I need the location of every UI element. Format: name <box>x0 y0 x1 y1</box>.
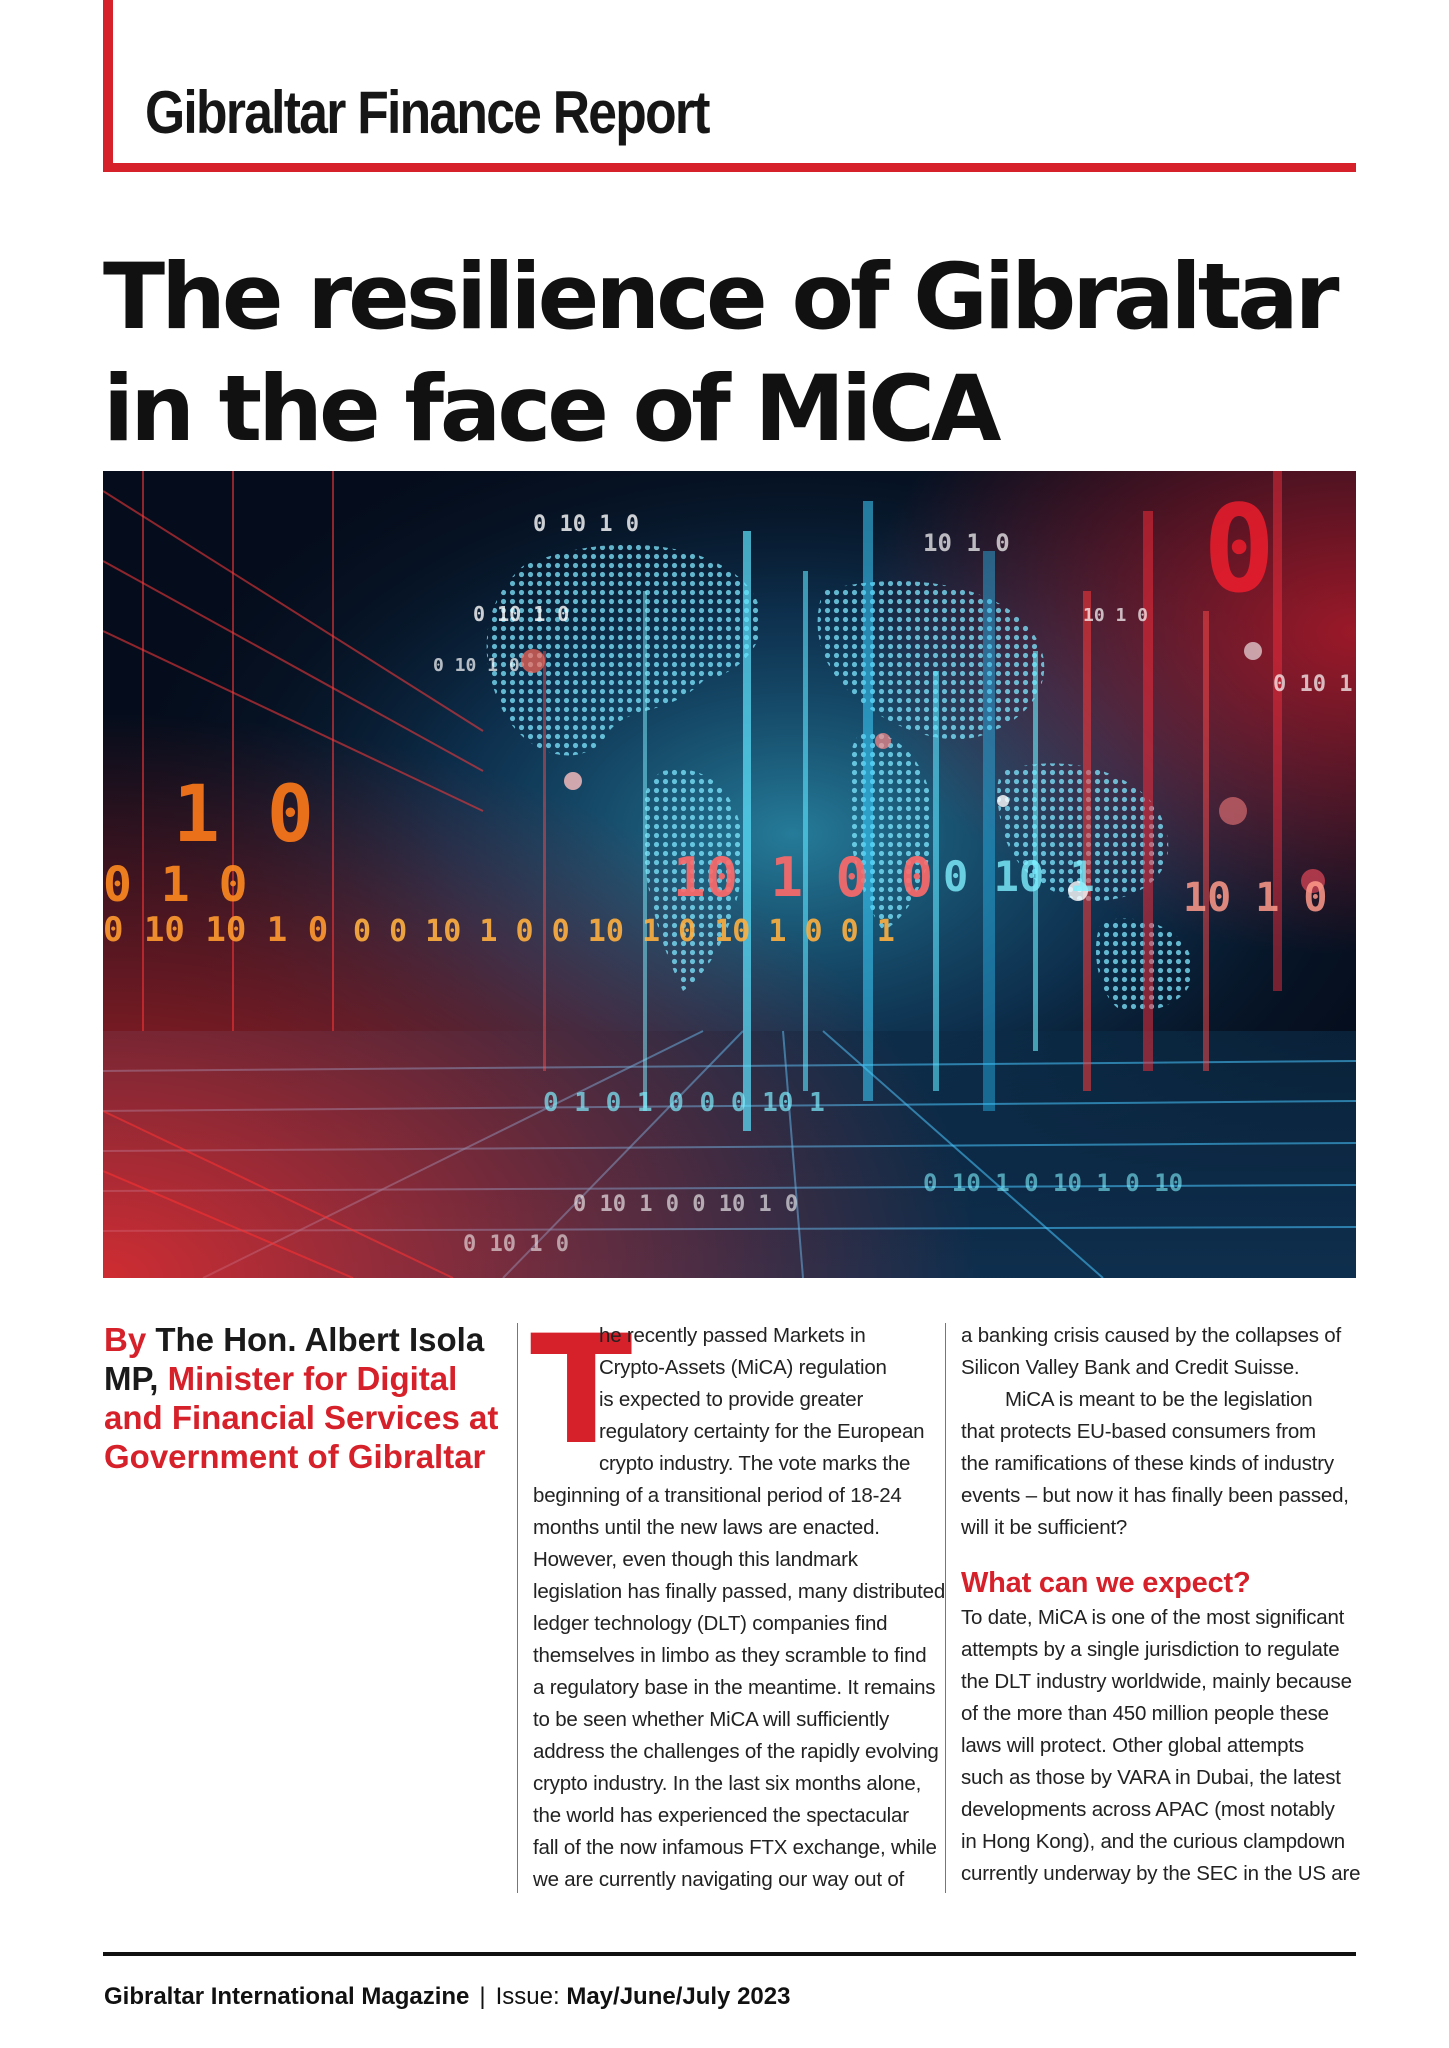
text-line: months until the new laws are enacted. <box>533 1516 880 1539</box>
text-line: he recently passed Markets in <box>599 1324 866 1347</box>
svg-text:0 10 1: 0 10 1 <box>943 852 1095 901</box>
column-1-paragraph <box>533 1320 946 1896</box>
text-line: To date, MiCA is one of the most significant <box>961 1606 1345 1629</box>
column-2-paragraph-3 <box>961 1602 1361 1890</box>
text-line: in Hong Kong), and the curious clampdown <box>961 1830 1346 1853</box>
text-line: crypto industry. The vote marks the <box>599 1452 911 1475</box>
text-line: attempts by a single jurisdiction to regulate <box>961 1638 1340 1661</box>
column-divider-1 <box>517 1323 518 1893</box>
text-line: legislation has finally passed, many distributed <box>533 1580 946 1603</box>
svg-text:0 10 1 0: 0 10 1 0 <box>463 1232 569 1257</box>
section-title: Gibraltar Finance Report <box>145 79 709 146</box>
svg-text:10 1 0: 10 1 0 <box>1183 875 1328 921</box>
article-column-2 <box>961 1320 1361 1890</box>
text-line: Silicon Valley Bank and Credit Suisse. <box>961 1356 1300 1379</box>
text-line: developments across APAC (most notably <box>961 1798 1335 1821</box>
text-line: regulatory certainty for the European <box>599 1420 925 1443</box>
text-line: will it be sufficient? <box>961 1516 1128 1539</box>
author-title: Minister for Digital and Financial Services at Government of Gibraltar <box>104 1360 499 1475</box>
page-footer <box>104 1983 790 2011</box>
column-divider-2 <box>945 1323 946 1893</box>
svg-text:10 1 0: 10 1 0 <box>923 529 1010 557</box>
svg-text:10 1 0 0: 10 1 0 0 <box>673 846 934 909</box>
text-line: of the more than 450 million people these <box>961 1702 1329 1725</box>
article-column-1 <box>533 1320 946 1896</box>
text-line: MiCA is meant to be the legislation <box>1005 1388 1313 1411</box>
text-line: a banking crisis caused by the collapses of <box>961 1324 1341 1347</box>
text-line: Crypto-Assets (MiCA) regulation <box>599 1356 887 1379</box>
text-line: beginning of a transitional period of 18-24 <box>533 1484 902 1507</box>
svg-text:0 10 1 0 10 1 0 10: 0 10 1 0 10 1 0 10 <box>923 1169 1184 1197</box>
text-line: such as those by VARA in Dubai, the latest <box>961 1766 1341 1789</box>
text-line: events – but now it has finally been passed, <box>961 1484 1349 1507</box>
magazine-name: Gibraltar International Magazine <box>104 1983 470 2010</box>
text-line: However, even though this landmark <box>533 1548 858 1571</box>
text-line: address the challenges of the rapidly evolving <box>533 1740 939 1763</box>
text-line: crypto industry. In the last six months alone, <box>533 1772 922 1795</box>
issue-label: Issue: <box>495 1983 560 2010</box>
text-line: ledger technology (DLT) companies find <box>533 1612 888 1635</box>
svg-text:10 1 0: 10 1 0 <box>1083 605 1149 626</box>
svg-text:0 10 1: 0 10 1 <box>1273 672 1353 697</box>
svg-text:1 0: 1 0 <box>173 770 314 860</box>
footer-rule <box>103 1952 1356 1956</box>
text-line: fall of the now infamous FTX exchange, while <box>533 1836 937 1859</box>
text-line: is expected to provide greater <box>599 1388 864 1411</box>
author-name: The Hon. Albert Isola MP <box>104 1321 485 1397</box>
text-line: currently underway by the SEC in the US are <box>961 1862 1361 1885</box>
article-byline <box>104 1320 504 1476</box>
text-line: the DLT industry worldwide, mainly because <box>961 1670 1352 1693</box>
section-accent-rule <box>103 163 1356 172</box>
text-line: that protects EU-based consumers from <box>961 1420 1316 1443</box>
issue-date: May/June/July 2023 <box>566 1983 791 2010</box>
digital-world-map-icon <box>103 471 1356 1278</box>
svg-text:0 10 1 0 0 10 1 0: 0 10 1 0 0 10 1 0 <box>573 1192 799 1217</box>
text-line: themselves in limbo as they scramble to find <box>533 1644 927 1667</box>
svg-text:0 10 1 0: 0 10 1 0 <box>533 512 639 537</box>
byline-comma: , <box>149 1360 168 1397</box>
svg-text:0: 0 <box>1203 481 1276 620</box>
text-line: a regulatory base in the meantime. It remains <box>533 1676 936 1699</box>
article-headline: The resilience of Gibraltar in the face of MiCA <box>103 245 1336 462</box>
footer-separator: | <box>479 1983 486 2010</box>
text-line: to be seen whether MiCA will sufficiently <box>533 1708 890 1731</box>
section-subheading: What can we expect? <box>961 1567 1251 1599</box>
svg-text:0 10 1 0: 0 10 1 0 <box>473 602 570 626</box>
text-line: the ramifications of these kinds of industry <box>961 1452 1334 1475</box>
svg-text:0 0 10 1 0 0 10 1 0 10 1 0 0 1: 0 0 10 1 0 0 10 1 0 10 1 0 0 1 <box>353 914 895 949</box>
text-line: we are currently navigating our way out of <box>533 1868 905 1891</box>
text-line: laws will protect. Other global attempts <box>961 1734 1304 1757</box>
svg-text:0 10 10 1 0: 0 10 10 1 0 <box>103 910 329 950</box>
column-2-paragraph-1 <box>961 1320 1361 1384</box>
svg-text:0 1 0 1 0 0 0 10 1: 0 1 0 1 0 0 0 10 1 <box>543 1088 825 1118</box>
byline-prefix: By <box>104 1321 147 1358</box>
text-line: the world has experienced the spectacular <box>533 1804 909 1827</box>
section-accent-bar <box>103 0 113 172</box>
svg-text:0 10 1 0: 0 10 1 0 <box>433 655 520 676</box>
drop-cap: T <box>530 1304 633 1478</box>
svg-text:0 1 0: 0 1 0 <box>103 857 248 913</box>
column-2-paragraph-2 <box>961 1384 1361 1544</box>
hero-image <box>103 471 1356 1278</box>
